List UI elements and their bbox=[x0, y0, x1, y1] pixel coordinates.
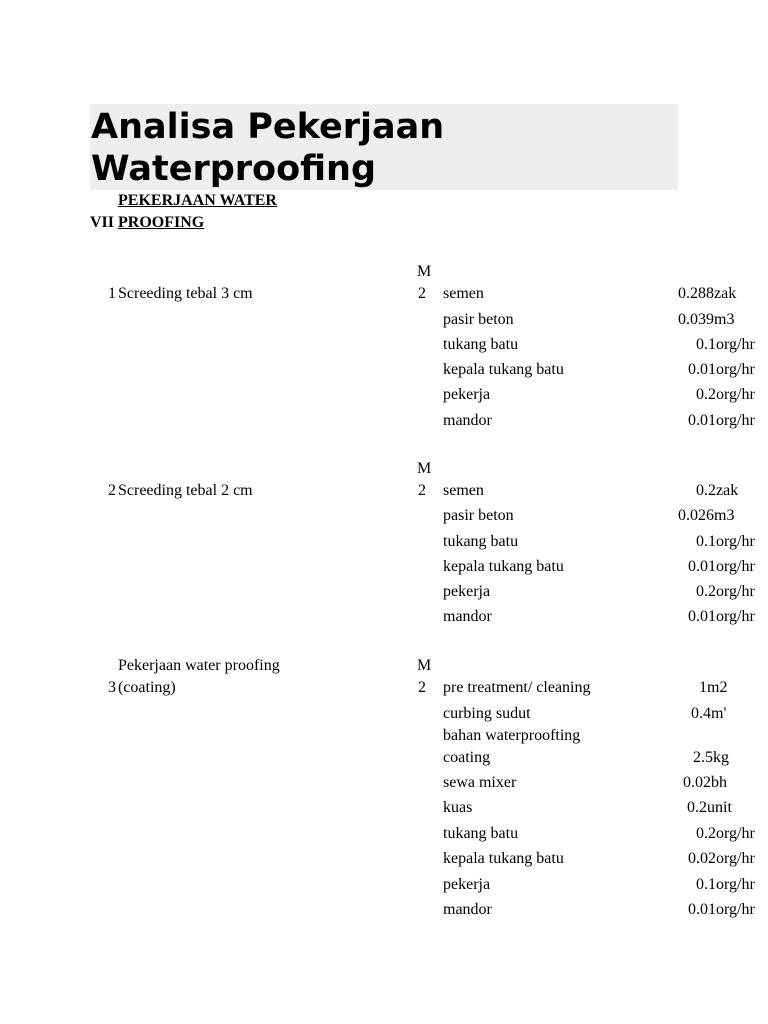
component-unit: m3 bbox=[714, 507, 735, 524]
component-unit: org/hr bbox=[716, 876, 755, 893]
component-unit: org/hr bbox=[716, 558, 755, 575]
component-material: kuas bbox=[443, 799, 473, 816]
component-material: pekerja bbox=[443, 876, 491, 893]
component-material: tukang batu bbox=[443, 533, 519, 550]
component-qty: 0.01 bbox=[688, 361, 716, 378]
component-unit: m3 bbox=[714, 311, 735, 328]
component-unit: bh bbox=[711, 774, 727, 791]
component-qty: 0.1 bbox=[696, 876, 716, 893]
component-unit: org/hr bbox=[716, 412, 755, 429]
component-material-line2: coating bbox=[443, 749, 491, 766]
component-material: kepala tukang batu bbox=[443, 361, 564, 378]
component-qty: 0.2 bbox=[687, 799, 707, 816]
component-material-line1: bahan waterproofting bbox=[443, 727, 581, 744]
component-unit: org/hr bbox=[716, 583, 755, 600]
component-material: pasir beton bbox=[443, 311, 514, 328]
component-qty: 0.02 bbox=[683, 774, 711, 791]
item-unit-top: M bbox=[417, 263, 432, 280]
section-number: VII bbox=[90, 214, 115, 231]
page-title-text: Analisa Pekerjaan Waterproofing bbox=[91, 107, 445, 189]
component-qty: 0.2 bbox=[696, 386, 716, 403]
component-qty: 0.2 bbox=[696, 825, 716, 842]
component-material: pasir beton bbox=[443, 507, 514, 524]
component-material: pre treatment/ cleaning bbox=[443, 679, 591, 696]
item-unit-bottom: 2 bbox=[418, 482, 426, 499]
item-name-line2: (coating) bbox=[118, 679, 176, 696]
component-material: kepala tukang batu bbox=[443, 850, 564, 867]
component-unit: zak bbox=[716, 482, 739, 499]
page-title bbox=[91, 106, 651, 190]
component-unit: m2 bbox=[707, 679, 728, 696]
component-material: tukang batu bbox=[443, 336, 519, 353]
component-unit: org/hr bbox=[716, 336, 755, 353]
item-unit-top: M bbox=[417, 657, 432, 674]
component-qty: 0.039 bbox=[678, 311, 714, 328]
component-qty: 0.1 bbox=[696, 533, 716, 550]
component-qty: 0.01 bbox=[688, 412, 716, 429]
component-qty: 0.026 bbox=[678, 507, 714, 524]
component-material: pekerja bbox=[443, 583, 491, 600]
component-qty: 1 bbox=[699, 679, 707, 696]
component-unit: org/hr bbox=[716, 850, 755, 867]
item-unit-bottom: 2 bbox=[418, 679, 426, 696]
component-qty: 0.2 bbox=[696, 482, 716, 499]
component-material: semen bbox=[443, 482, 484, 499]
component-material: semen bbox=[443, 285, 484, 302]
item-number: 2 bbox=[108, 482, 116, 499]
component-unit: m' bbox=[711, 705, 727, 722]
component-material: curbing sudut bbox=[443, 705, 531, 722]
component-material: tukang batu bbox=[443, 825, 519, 842]
component-material: mandor bbox=[443, 412, 492, 429]
component-material: mandor bbox=[443, 901, 492, 918]
component-unit: kg bbox=[713, 749, 729, 766]
component-unit: org/hr bbox=[716, 901, 755, 918]
component-qty: 0.01 bbox=[688, 558, 716, 575]
component-material: kepala tukang batu bbox=[443, 558, 564, 575]
component-unit: org/hr bbox=[716, 386, 755, 403]
component-unit: org/hr bbox=[716, 361, 755, 378]
component-unit: org/hr bbox=[716, 608, 755, 625]
component-unit: zak bbox=[714, 285, 737, 302]
component-unit: org/hr bbox=[716, 825, 755, 842]
component-material: pekerja bbox=[443, 386, 491, 403]
component-qty: 0.01 bbox=[688, 901, 716, 918]
item-number: 3 bbox=[108, 679, 116, 696]
item-name: Screeding tebal 2 cm bbox=[118, 482, 253, 499]
component-qty: 0.288 bbox=[678, 285, 714, 302]
component-qty: 0.1 bbox=[696, 336, 716, 353]
section-heading-line2: PROOFING bbox=[118, 214, 205, 231]
item-name-line1: Pekerjaan water proofing bbox=[118, 657, 280, 674]
section-heading-line1: PEKERJAAN WATER bbox=[118, 192, 277, 209]
item-unit-top: M bbox=[417, 460, 432, 477]
component-material: sewa mixer bbox=[443, 774, 517, 791]
item-unit-bottom: 2 bbox=[418, 285, 426, 302]
component-qty: 0.2 bbox=[696, 583, 716, 600]
component-qty: 0.02 bbox=[688, 850, 716, 867]
component-material: mandor bbox=[443, 608, 492, 625]
item-number: 1 bbox=[108, 285, 116, 302]
component-qty: 2.5 bbox=[693, 749, 713, 766]
component-qty: 0.01 bbox=[688, 608, 716, 625]
component-unit: org/hr bbox=[716, 533, 755, 550]
component-unit: unit bbox=[707, 799, 732, 816]
item-name: Screeding tebal 3 cm bbox=[118, 285, 253, 302]
component-qty: 0.4 bbox=[691, 705, 711, 722]
